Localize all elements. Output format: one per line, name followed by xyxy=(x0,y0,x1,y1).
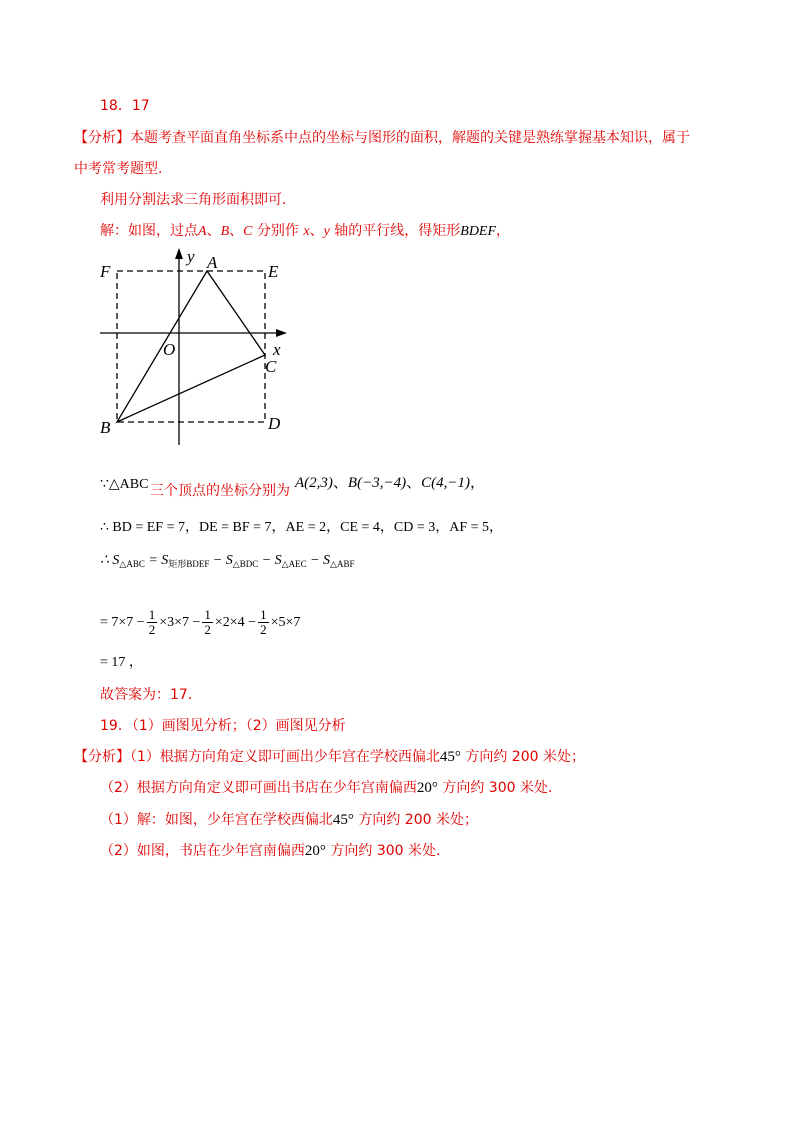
analysis-tag: 【分析】 xyxy=(74,130,130,146)
q19-header: 19．（1）画图见分析；（2）画图见分析 xyxy=(100,718,346,734)
angle-20: 20° xyxy=(304,843,326,859)
calc-term1: ×3×7 − xyxy=(159,615,201,630)
q18-vertices-text: 三个顶点的坐标分别为 xyxy=(150,483,290,499)
label-d: D xyxy=(268,414,281,433)
area-sub-aec: △AEC xyxy=(281,559,307,569)
area-minus: − S xyxy=(209,553,233,568)
sol-point-b: B xyxy=(220,224,230,239)
q18-calculation xyxy=(100,606,300,640)
calc-term2: ×2×4 − xyxy=(214,615,257,630)
area-sub-abf: △ABF xyxy=(330,559,355,569)
q19-solution-1 xyxy=(100,810,478,830)
q18-method: 利用分割法求三角形面积即可． xyxy=(100,192,296,208)
sol-mid2: 轴的平行线，得矩形 xyxy=(329,223,461,239)
area-minus: − S xyxy=(258,553,282,568)
sol-point-a: A xyxy=(198,224,207,239)
angle-45: 45° xyxy=(439,749,461,765)
sol-sep: 、 xyxy=(206,223,221,239)
angle-20: 20° xyxy=(416,780,438,796)
label-a: A xyxy=(207,253,218,272)
q19-analysis-1 xyxy=(74,747,585,767)
solution-text: （1）解：如图，少年宫在学校西偏北 xyxy=(100,812,333,828)
label-c: C xyxy=(265,357,277,376)
sol-mid: 分别作 xyxy=(252,223,304,239)
calc-start: = 7×7 − xyxy=(100,615,145,630)
answer-label: 故答案为： xyxy=(100,687,170,703)
geometry-figure xyxy=(95,245,300,450)
solution-end: 方向约 300 米处． xyxy=(325,843,450,859)
q18-lengths: ∴ BD = EF = 7，DE = BF = 7，AE = 2，CE = 4，CD = 3，AF = 5， xyxy=(100,520,504,535)
analysis-end: 方向约 300 米处． xyxy=(437,780,562,796)
label-o: O xyxy=(163,340,176,359)
fraction-half: $\frac{1}{2}$ xyxy=(204,607,211,638)
x-axis-arrow xyxy=(276,329,287,337)
solution-text: （2）如图，书店在少年宫南偏西 xyxy=(100,843,305,859)
analysis-tag: 【分析】 xyxy=(74,749,130,765)
fraction-half: $\frac{1}{2}$ xyxy=(148,607,156,638)
analysis-text: （1）根据方向角定义即可画出少年宫在学校西偏北 xyxy=(130,749,440,765)
q19-analysis-2 xyxy=(100,778,562,798)
label-x: x xyxy=(273,340,281,359)
sol-prefix: 解：如图，过点 xyxy=(100,223,198,239)
q18-header: 18．17 xyxy=(100,98,150,114)
sol-y: y xyxy=(323,224,330,239)
q18-vertices xyxy=(100,474,148,495)
vertex-a: A(2,3) xyxy=(295,475,333,491)
area-minus: − S xyxy=(306,553,331,568)
analysis-text: （2）根据方向角定义即可画出书店在少年宫南偏西 xyxy=(100,780,417,796)
analysis-text: 本题考查平面直角坐标系中点的坐标与图形的面积，解题的关键是熟练掌握基本知识，属于 xyxy=(130,130,690,146)
area-sub-rect: 矩形BDEF xyxy=(168,559,210,569)
fraction-half: $\frac{1}{2}$ xyxy=(260,607,267,638)
vertex-c: C(4,−1) xyxy=(421,475,470,491)
q18-answer xyxy=(100,685,202,705)
sol-point-c: C xyxy=(243,224,253,239)
q18-vertex-coords xyxy=(295,472,485,493)
q18-result: = 17 ， xyxy=(100,655,143,670)
q18-analysis-line2: 中考常考题型． xyxy=(74,161,172,177)
area-sub-bdc: △BDC xyxy=(232,559,259,569)
area-sub-abc: △ABC xyxy=(119,559,145,569)
q18-analysis-line1 xyxy=(74,128,690,148)
label-b: B xyxy=(100,418,111,437)
label-e: E xyxy=(268,262,279,281)
vertex-sep: 、 xyxy=(332,473,348,491)
label-y: y xyxy=(187,247,195,266)
q18-area-decomposition xyxy=(100,551,354,574)
y-axis-arrow xyxy=(175,248,183,259)
sol-sep: 、 xyxy=(309,223,324,239)
q18-solution-intro xyxy=(100,221,510,242)
analysis-end: 方向约 200 米处； xyxy=(460,749,585,765)
vertices-prefix: ∵△ABC xyxy=(100,477,149,492)
answer-value: 17． xyxy=(170,687,202,703)
angle-45: 45° xyxy=(332,812,354,828)
label-f: F xyxy=(100,262,111,281)
triangle-abc xyxy=(117,271,265,422)
calc-term3: ×5×7 xyxy=(270,615,301,630)
area-eq: = S xyxy=(144,553,169,568)
solution-end: 方向约 200 米处； xyxy=(353,812,478,828)
area-prefix: ∴ S xyxy=(100,553,120,568)
vertex-sep: 、 xyxy=(406,473,422,491)
vertex-end: ， xyxy=(469,473,485,491)
sol-rect-name: BDEF xyxy=(460,224,497,239)
q19-solution-2 xyxy=(100,841,450,861)
vertex-b: B(−3,−4) xyxy=(347,475,407,491)
rectangle-bdef xyxy=(117,271,265,422)
sol-sep: 、 xyxy=(229,223,244,239)
sol-x: x xyxy=(303,224,310,239)
sol-end: ， xyxy=(496,223,511,239)
